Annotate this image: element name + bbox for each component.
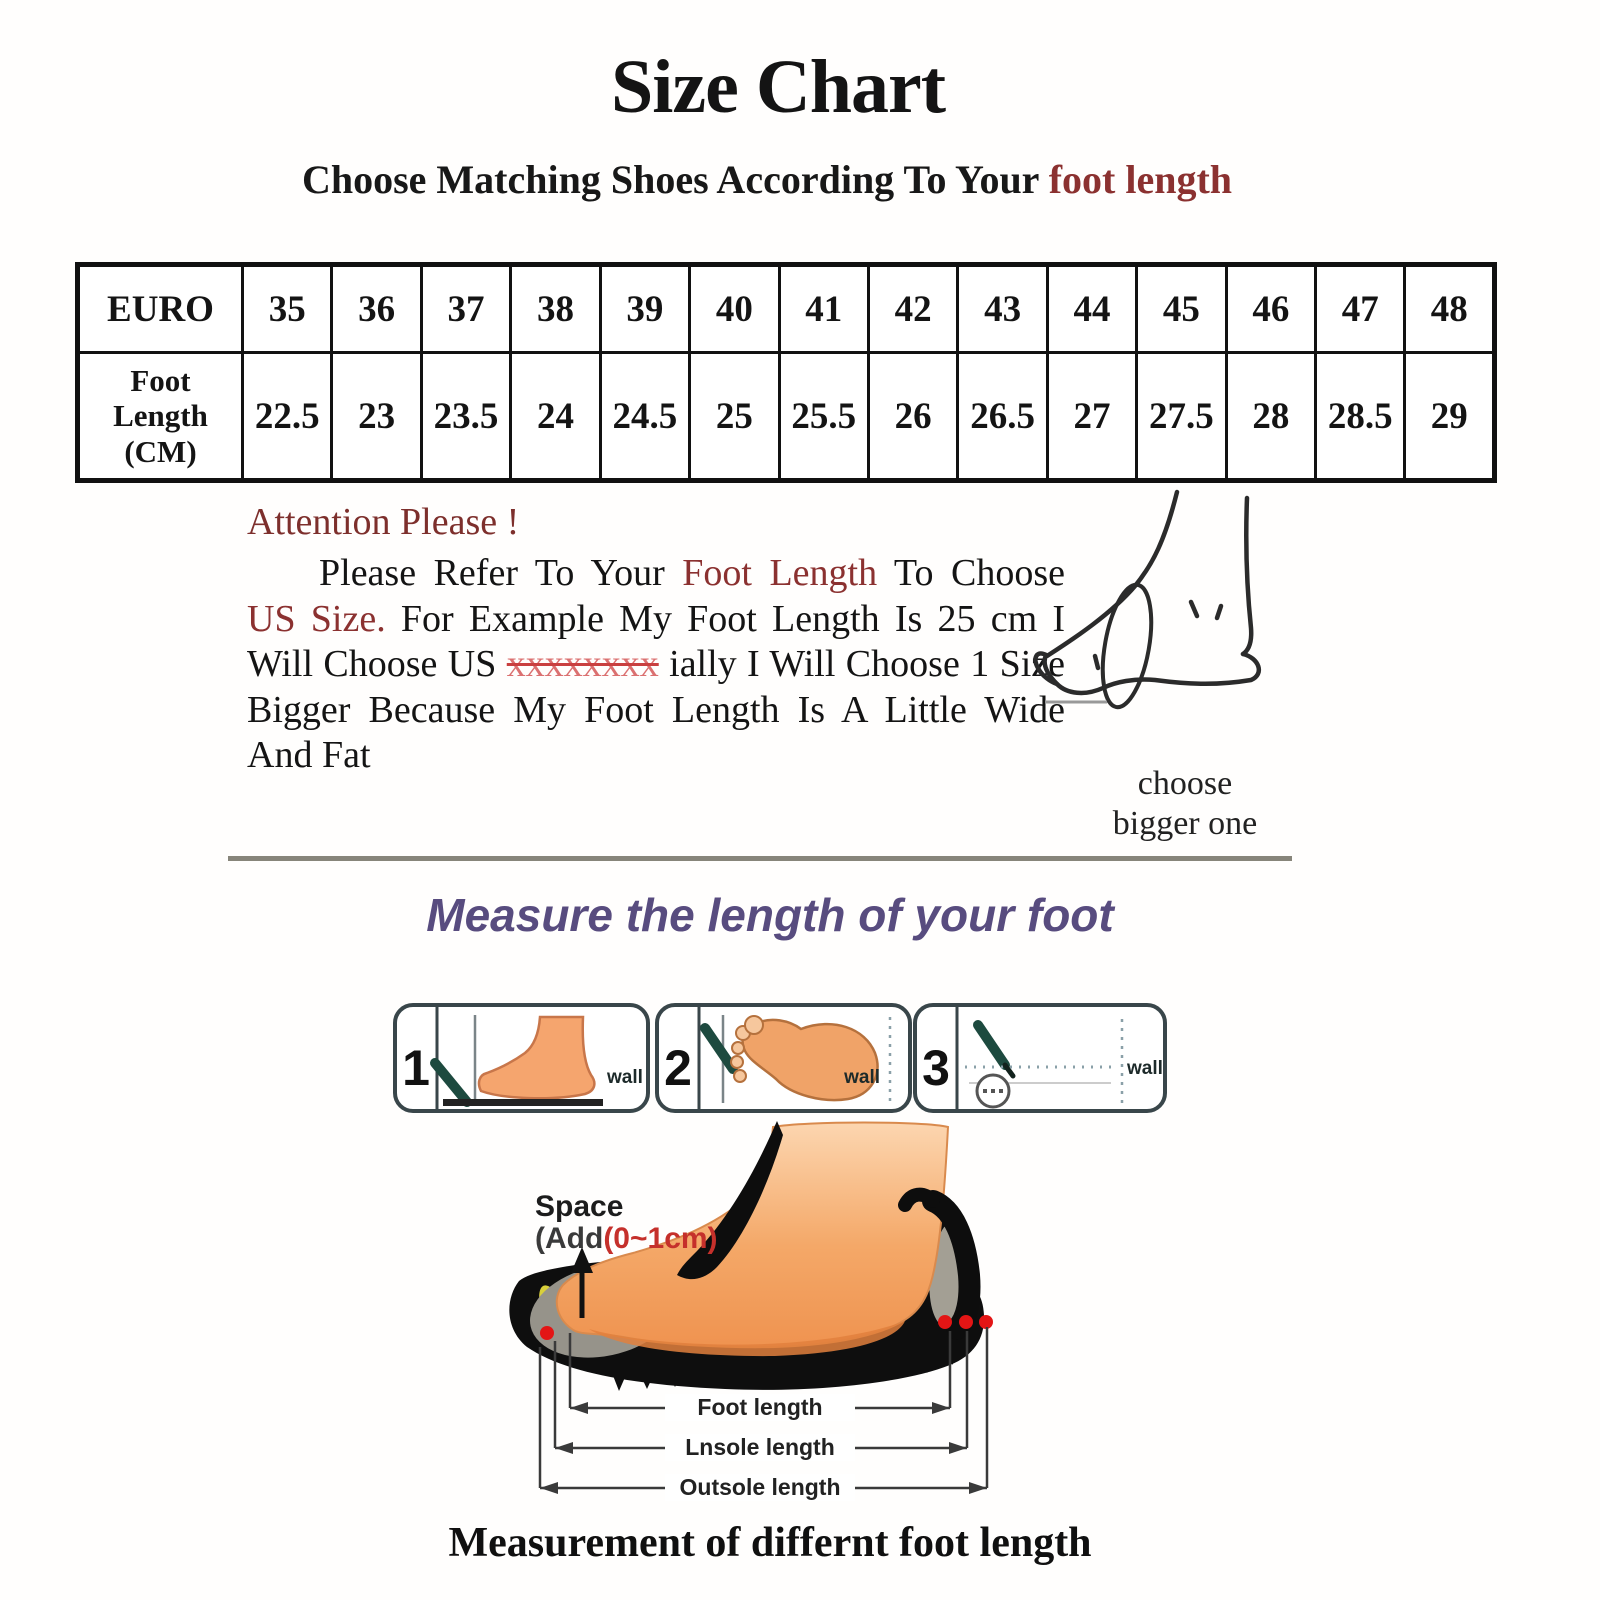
- step1-wall-label: wall: [607, 1067, 643, 1088]
- note-line1: choose: [1137, 765, 1233, 802]
- attention-line3: [247, 642, 1065, 688]
- sketch-ankle-dash-2: [1217, 606, 1221, 618]
- toe-marker-dot: [540, 1326, 554, 1340]
- foot-sketch-illustration: [1015, 478, 1380, 768]
- cm-cell: 22.5: [243, 353, 332, 481]
- foot-measurement-diagram: [505, 1115, 1025, 1510]
- divider-rule: [228, 856, 1292, 861]
- cm-cell: 26: [868, 353, 957, 481]
- step3-wall-label: wall: [1127, 1058, 1163, 1079]
- sketch-leg-back-line: [1243, 498, 1251, 654]
- heel-marker-dot: [938, 1315, 952, 1329]
- attention-line4: Bigger Because My Foot Length Is A Little Wide: [247, 688, 1065, 731]
- subtitle: [0, 156, 1534, 203]
- cm-cell: 24: [511, 353, 600, 481]
- attention-paragraph: [247, 551, 1065, 779]
- euro-cell: 35: [243, 265, 332, 353]
- step2-wall-label: wall: [844, 1067, 880, 1088]
- line3-text: Will Choose US: [247, 643, 507, 685]
- bottom-caption: Measurement of differnt foot length: [448, 1520, 1092, 1566]
- line2-red-text: US Size.: [247, 597, 386, 640]
- choose-bigger-note: [1040, 764, 1330, 844]
- attention-line2: [247, 597, 1065, 643]
- euro-cell: 42: [868, 265, 957, 353]
- measure-heading: Measure the length of your foot: [426, 889, 1114, 941]
- step1-baseline: [443, 1099, 603, 1106]
- euro-cell: 38: [511, 265, 600, 353]
- cm-cell: 28.5: [1316, 353, 1405, 481]
- step2-toe-bump: [745, 1016, 763, 1034]
- sketch-heel-sole-line: [1045, 654, 1259, 693]
- euro-cell: 40: [690, 265, 779, 353]
- outsole-length-label: Outsole length: [665, 1474, 855, 1501]
- sketch-ankle-dash-1: [1191, 602, 1197, 616]
- cm-cell: 28: [1226, 353, 1315, 481]
- line3-redacted-text: xxxxxxxx: [506, 643, 659, 685]
- size-table: [75, 262, 1497, 483]
- space-add-label: (Add: [535, 1222, 604, 1255]
- cm-cell: 25: [690, 353, 779, 481]
- cm-cell: 26.5: [958, 353, 1047, 481]
- space-label: Space: [535, 1190, 624, 1223]
- cm-cell: 24.5: [600, 353, 689, 481]
- cm-cell: 23: [332, 353, 421, 481]
- subtitle-black-text: Choose Matching Shoes According To Your: [301, 157, 1049, 202]
- attention-heading: Attention Please !: [247, 501, 520, 543]
- line1-text-end: To Choose: [877, 552, 1065, 594]
- subtitle-red-text: foot length: [1048, 157, 1233, 202]
- line1-red-text: Foot Length: [682, 552, 878, 594]
- euro-cell: 46: [1226, 265, 1315, 353]
- cm-row: [78, 353, 1495, 481]
- sketch-ball-ellipse: [1095, 581, 1160, 711]
- euro-cell: 36: [332, 265, 421, 353]
- insole-length-label: Lnsole length: [665, 1434, 855, 1461]
- euro-cell: 41: [779, 265, 868, 353]
- line2-text: For Example My Foot Length Is 25 cm I: [385, 597, 1066, 640]
- cm-cell: 29: [1405, 353, 1495, 481]
- measuring-steps-strip: [393, 1003, 1168, 1115]
- sketch-leg-front-line: [1047, 492, 1177, 656]
- attention-line1: [247, 551, 1065, 597]
- heel-marker-dot: [959, 1315, 973, 1329]
- cm-cell: 27: [1047, 353, 1136, 481]
- euro-cell: 48: [1405, 265, 1495, 353]
- space-range-label: (0~1cm): [603, 1222, 718, 1255]
- euro-cell: 45: [1137, 265, 1226, 353]
- cm-cell: 25.5: [779, 353, 868, 481]
- euro-cell: 47: [1316, 265, 1405, 353]
- euro-cell: 44: [1047, 265, 1136, 353]
- foot-length-label: Foot length: [665, 1394, 855, 1421]
- step1-number: 1: [402, 1040, 430, 1096]
- page-title: Size Chart: [610, 45, 946, 129]
- euro-cell: 37: [421, 265, 510, 353]
- sketch-toe-dash: [1095, 656, 1098, 668]
- cm-cell: 23.5: [421, 353, 510, 481]
- line3-text-end: ially I Will Choose 1 Size: [658, 643, 1066, 685]
- step2-toe-bump: [734, 1070, 746, 1082]
- attention-line5: And Fat: [247, 734, 371, 776]
- step3-number: 3: [922, 1040, 950, 1096]
- euro-row: [78, 265, 1495, 353]
- heel-marker-dot: [979, 1315, 993, 1329]
- euro-row-header: EURO: [78, 265, 243, 353]
- line1-text: Please Refer To Your: [319, 552, 683, 594]
- cm-row-header: Foot Length (CM): [78, 353, 243, 481]
- euro-cell: 39: [600, 265, 689, 353]
- step2-toe-bump: [732, 1042, 744, 1054]
- note-line2: bigger one: [1112, 805, 1258, 842]
- space-annotation: [535, 1191, 718, 1255]
- euro-cell: 43: [958, 265, 1047, 353]
- step2-number: 2: [664, 1040, 692, 1096]
- step2-toe-bump: [731, 1056, 743, 1068]
- cm-cell: 27.5: [1137, 353, 1226, 481]
